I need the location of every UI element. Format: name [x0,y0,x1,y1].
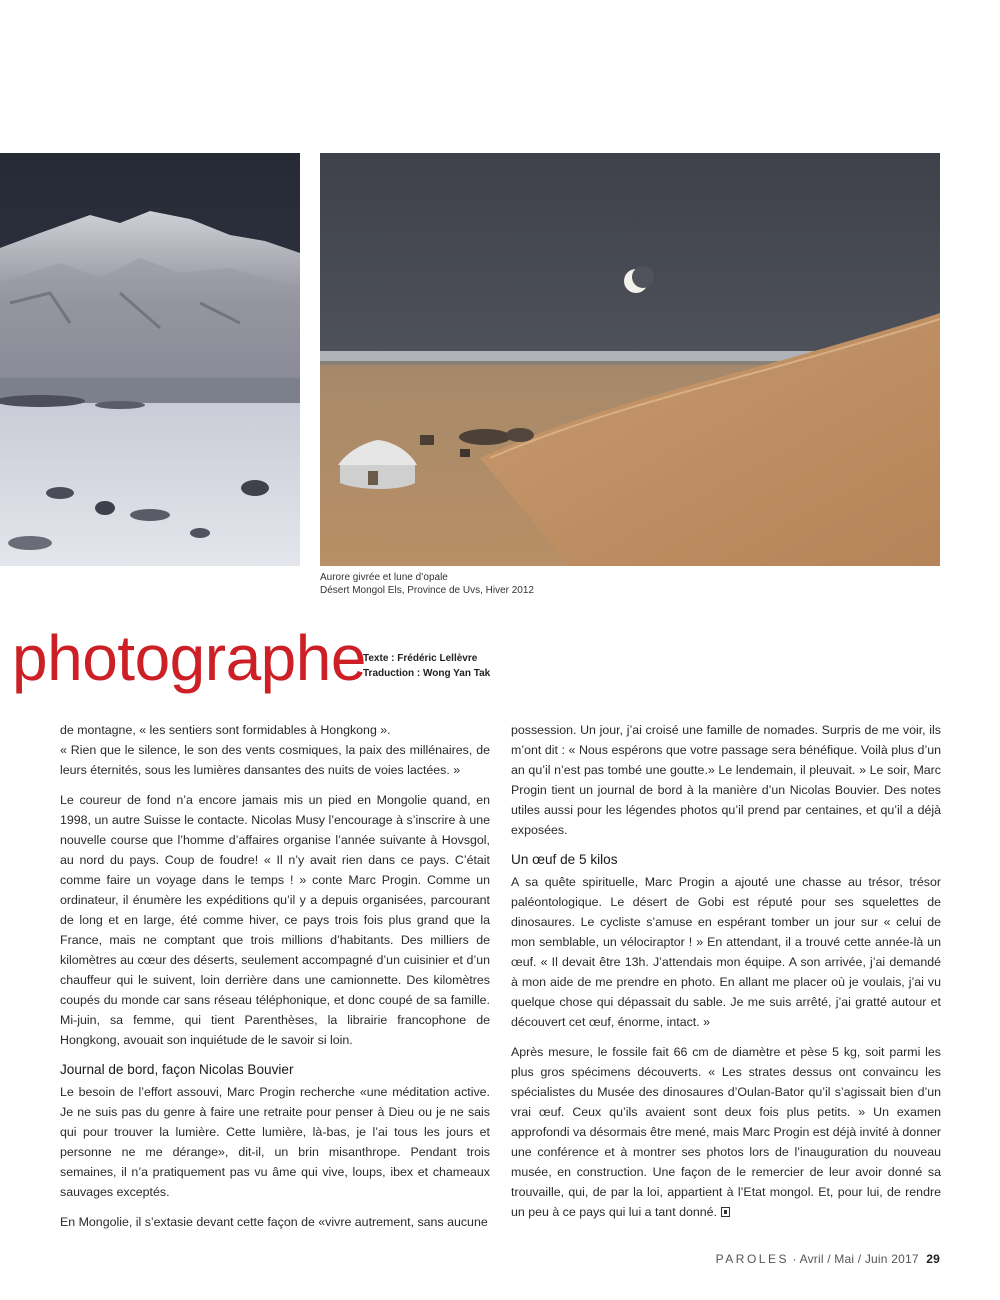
paragraph: « Rien que le silence, le son des vents cosmiques, la paix des millénaires, de leurs éternités, sous les lumières dansantes des nuits de voies lactées. » [60,743,490,777]
end-of-article-icon [721,1207,730,1217]
article-credits [363,651,490,681]
paragraph-final [511,1042,941,1222]
article-column-left [60,720,490,1242]
article-column-right [511,720,941,1232]
desert-yurt-illustration [320,153,940,566]
paragraph: A sa quête spirituelle, Marc Progin a ajouté une chasse au trésor, trésor paléontologique. Le désert de Gobi est réputé pour ses squelettes de dinosaures. Le cycliste s’amuse en espérant tomber un jour sur « celui de mon semblable, un vélociraptor ! » En attendant, il a trouvé cette année-là un œuf. « Il devait être 13h. J’attendais mon équipe. A son arrivée, j’ai demandé à mon aide de me prendre en photo. En allant me placer où je voulais, j’ai vu quelque chose qui dépassait du sable. Je me suis arrêté, j’ai gratté autour et découvert cet œuf, énorme, intact. » [511,875,941,1029]
issue-date: Avril / Mai / Juin 2017 [799,1252,919,1266]
photo-caption [320,571,720,597]
paragraph: En Mongolie, il s’extasie devant cette façon de «vivre autrement, sans aucune [60,1215,488,1229]
paragraph: possession. Un jour, j’ai croisé une famille de nomades. Surpris de me voir, ils m’ont dit : « Nous espérons que votre passage sera bénéfique. Voilà plus d’un an qu’il n’est pas tombé une goutte.» Le lendemain, il pleuvait. » Le soir, Marc Progin tient un journal de bord à la manière d’un Nicolas Bouvier. Des notes utiles aussi pour les légendes photos qu’il prend par centaines, et qu’il a déjà exposées. [511,723,941,837]
page-number: 29 [926,1252,940,1266]
photo-snowy-mountains [0,153,300,566]
caption-location: Désert Mongol Els, Province de Uvs, Hiver 2012 [320,585,534,596]
author-credit: Texte : Frédéric Lellèvre [363,653,478,664]
footer-separator: · [792,1252,797,1266]
magazine-name: PAROLES [715,1252,789,1266]
caption-title: Aurore givrée et lune d’opale [320,572,448,583]
paragraph: de montagne, « les sentiers sont formidables à Hongkong ». [60,723,391,737]
paragraph: Le coureur de fond n’a encore jamais mis un pied en Mongolie quand, en 1998, un autre Suisse le contacte. Nicolas Musy l’encourage à s’inscrire à une nouvelle course que l’homme d’affaires organise l’année suivante à Hovsgol, au nord du pays. Coup de foudre! « Il n’y avait rien dans ce pays. C’était comme faire un voyage dans le temps ! » conte Marc Progin. Comme un ordinateur, il énumère les expéditions qu’il y a depuis organisées, parcourant de long et en large, été comme hiver, ce pays trois fois plus grand que la France, mais ne comptant que trois millions d’habitants. Des milliers de kilomètres au cœur des déserts, seulement accompagné d’un cuisinier et d’un chauffeur qui le suivent, loin derrière dans une camionnette. Des kilomètres coupés du monde car sans réseau téléphonique, et donc coupé de sa famille. Mi-juin, sa femme, qui tient Parenthèses, la librairie francophone de Hongkong, avouait son inquiétude de le savoir si loin. [60,793,490,1047]
subheading: Un œuf de 5 kilos [511,852,618,867]
page-footer [716,1252,940,1266]
photo-desert-yurt [320,153,940,566]
paragraph-text: Après mesure, le fossile fait 66 cm de diamètre et pèse 5 kg, soit parmi les plus gros spécimens découverts. « Les strates dessus ont convaincu les spécialistes du Musée des dinosaures d’Oulan-Bator qu’il s’agissait bien d’un vrai œuf. Ceux qu’ils avaient sont deux fois plus petits. » Un examen approfondi va désormais être mené, mais Marc Progin est déjà invité à donner une conférence et à montrer ses photos lors de l’inauguration du nouveau musée, en construction. Une façon de le remercier de leur avoir donné sa trouvaille, qui, de par la loi, appartient à l’Etat mongol. Et, pour lui, de rendre un peu à ce pays qui lui a tant donné. [511,1045,941,1219]
paragraph: Le besoin de l’effort assouvi, Marc Progin recherche «une méditation active. Je ne suis pas du genre à faire une retraite pour penser à Dieu ou je ne sais qui pour trouver la lumière. Cette lumière, là-bas, je l’ai tous les jours et personne ne me dérange», dit-il, un brin misanthrope. Pendant trois semaines, il n’a pratiquement pas vu âme qui vive, loups, ibex et chameaux sauvages exceptés. [60,1085,490,1199]
subheading: Journal de bord, façon Nicolas Bouvier [60,1062,294,1077]
section-title: photographe [12,622,366,694]
snowy-mountains-illustration [0,153,300,566]
translator-credit: Traduction : Wong Yan Tak [363,668,491,679]
